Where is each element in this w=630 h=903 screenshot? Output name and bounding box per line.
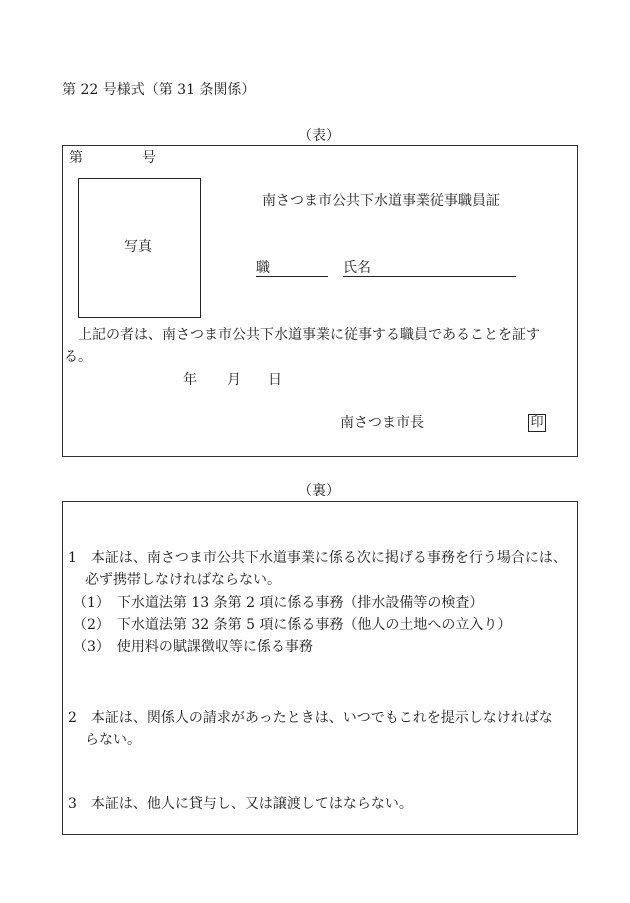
number-suffix: 号: [142, 150, 156, 166]
date-day: 日: [268, 372, 282, 388]
name-label: 氏名: [343, 260, 371, 276]
sub-item-3: （3） 使用料の賦課徴収等に係る事務: [73, 639, 313, 655]
number-prefix: 第: [69, 150, 83, 166]
date-month: 月: [227, 372, 241, 388]
front-side-label: （表）: [298, 128, 340, 144]
name-underline: [343, 276, 516, 277]
statement-line-2: る。: [64, 349, 92, 365]
item-2-line-1: 2 本証は、関係人の請求があったときは、いつでもこれを提示しなければな: [68, 710, 553, 726]
card-title: 南さつま市公共下水道事業従事職員証: [262, 193, 500, 209]
position-label: 職: [256, 260, 270, 276]
issuer-name: 南さつま市長: [340, 415, 424, 431]
position-underline: [256, 276, 328, 277]
date-year: 年: [183, 372, 197, 388]
statement-line-1: 上記の者は、南さつま市公共下水道事業に従事する職員であることを証す: [64, 327, 540, 343]
sub-item-2: （2） 下水道法第 32 条第 5 項に係る事務（他人の土地への立入り）: [73, 617, 512, 633]
form-number-title: 第 22 号様式（第 31 条関係）: [62, 82, 256, 98]
seal-mark: 印: [528, 414, 546, 432]
item-1-line-2: 必ず携帯しなければならない。: [85, 572, 281, 588]
photo-label: 写真: [124, 239, 152, 255]
item-2-line-2: らない。: [85, 732, 141, 748]
sub-item-1: （1） 下水道法第 13 条第 2 項に係る事務（排水設備等の検査）: [73, 595, 484, 611]
item-1-line-1: 1 本証は、南さつま市公共下水道事業に係る次に掲げる事務を行う場合には、: [68, 550, 567, 566]
back-side-label: （裏）: [298, 483, 340, 499]
item-3: 3 本証は、他人に貸与し、又は譲渡してはならない。: [68, 796, 413, 812]
